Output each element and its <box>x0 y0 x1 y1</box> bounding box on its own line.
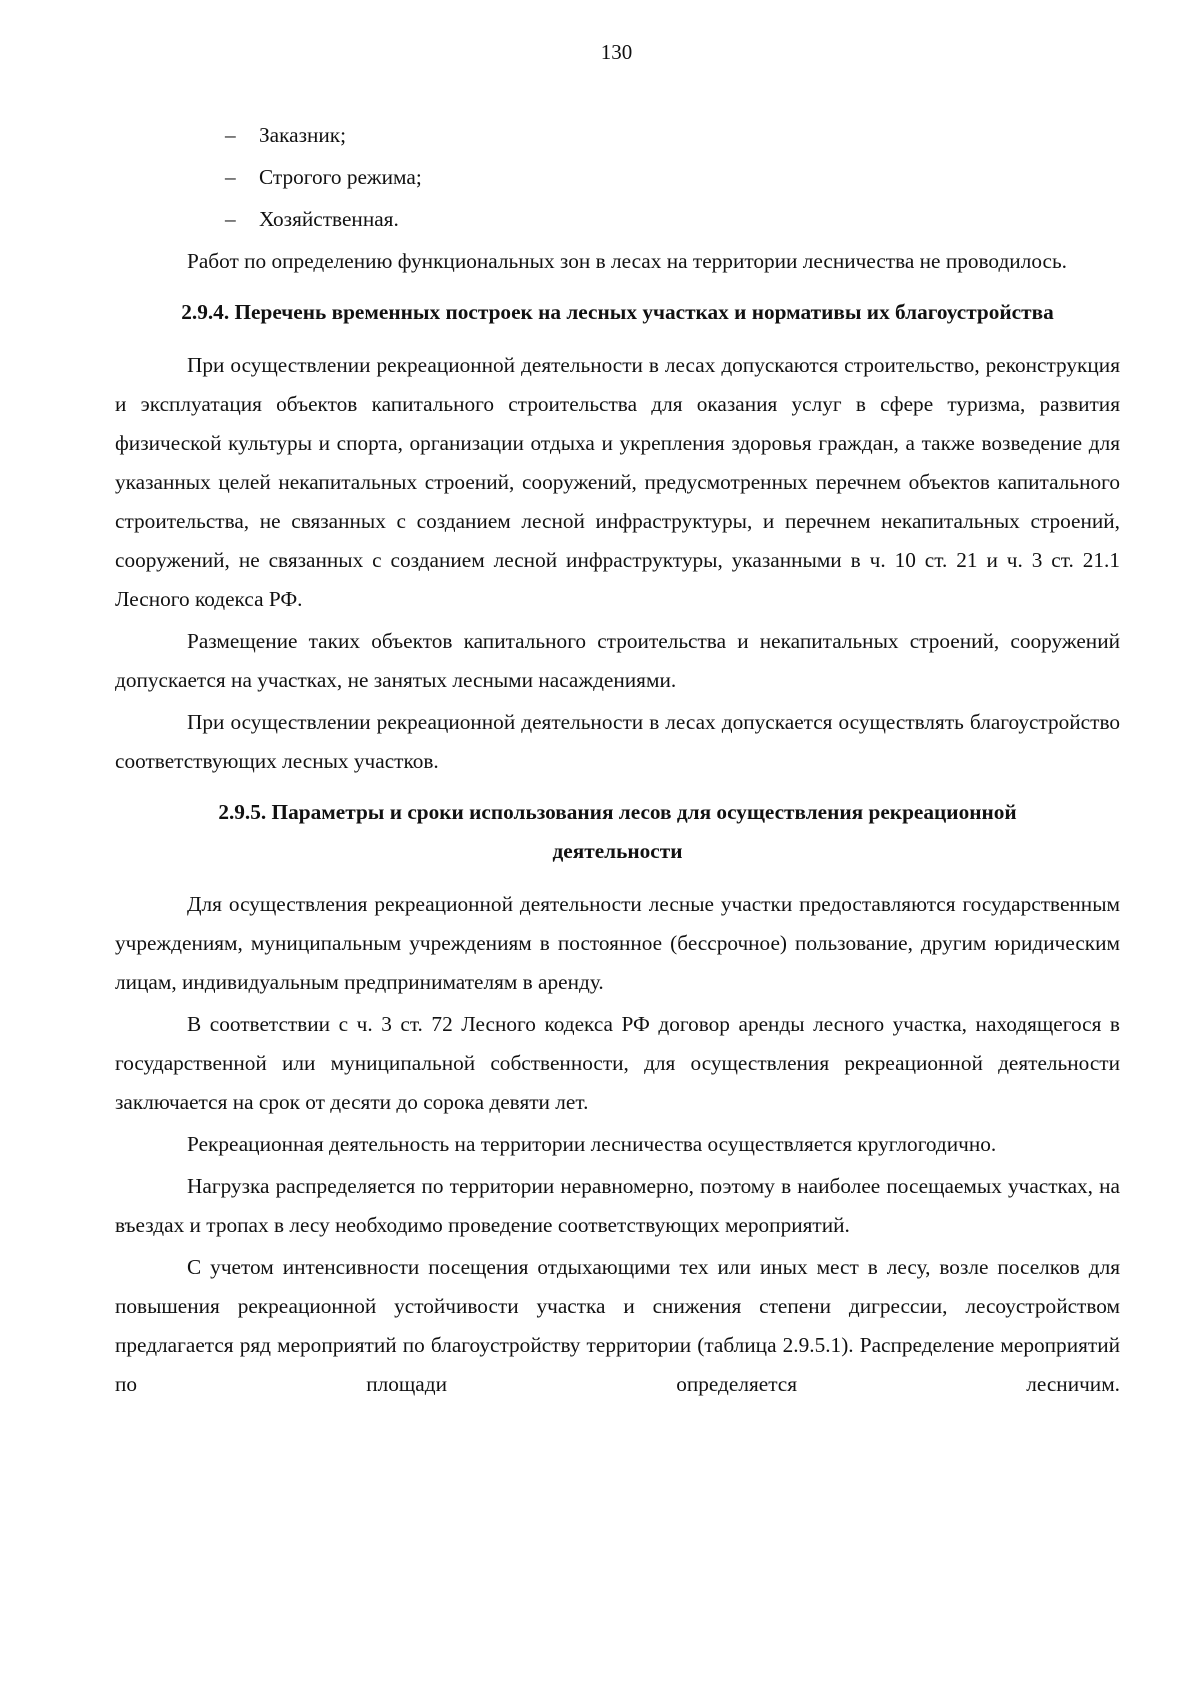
list-dash: – <box>225 207 236 231</box>
list-item-text: Хозяйственная. <box>259 207 399 231</box>
paragraph: Для осуществления рекреационной деятельности лесные участки предоставляются государственным учреждениям, муниципальным учреждениям в постоянное (бессрочное) пользование, другим юридическим лицам, индивидуальным предпринимателям в аренду. <box>115 892 1120 994</box>
paragraph: Размещение таких объектов капитального строительства и некапитальных строений, сооружений допускается на участках, не занятых лесными насаждениями. <box>115 629 1120 692</box>
section-heading-2-9-4: 2.9.4. Перечень временных построек на лесных участках и нормативы их благоустройства <box>181 300 1054 324</box>
page-number: 130 <box>600 40 633 64</box>
paragraph: Нагрузка распределяется по территории неравномерно, поэтому в наиболее посещаемых участках, на въездах и тропах в лесу необходимо проведение соответствующих мероприятий. <box>115 1174 1120 1237</box>
paragraph: В соответствии с ч. 3 ст. 72 Лесного кодекса РФ договор аренды лесного участка, находящегося в государственной или муниципальной собственности, для осуществления рекреационной деятельности заключается на срок от десяти до сорока девяти лет. <box>115 1012 1120 1114</box>
section-heading-2-9-5: 2.9.5. Параметры и сроки использования лесов для осуществления рекреационной деятельности <box>218 800 1017 863</box>
paragraph-intro: Работ по определению функциональных зон в лесах на территории лесничества не проводилось. <box>187 249 1067 273</box>
paragraph: Рекреационная деятельность на территории лесничества осуществляется круглогодично. <box>187 1132 997 1156</box>
list-item <box>115 200 1120 239</box>
list-item-text: Строгого режима; <box>259 165 422 189</box>
list-item <box>115 158 1120 197</box>
list-item-text: Заказник; <box>259 123 347 147</box>
list-dash: – <box>225 165 236 189</box>
list-dash: – <box>225 123 236 147</box>
page-content <box>115 116 1120 1404</box>
list-item <box>115 116 1120 155</box>
paragraph: С учетом интенсивности посещения отдыхающими тех или иных мест в лесу, возле поселков для повышения рекреационной устойчивости участка и снижения степени дигрессии, лесоустройством предлагается ряд мероприятий по благоустройству территории (таблица 2.9.5.1). Распределение мероприятий по площади определяется лесничим. <box>115 1255 1120 1396</box>
paragraph: При осуществлении рекреационной деятельности в лесах допускаются строительство, реконструкция и эксплуатация объектов капитального строительства для оказания услуг в сфере туризма, развития физической культуры и спорта, организации отдыха и укрепления здоровья граждан, а также возведение для указанных целей некапитальных строений, сооружений, предусмотренных перечнем объектов капитального строительства, не связанных с созданием лесной инфраструктуры, и перечнем некапитальных строений, сооружений, не связанных с созданием лесной инфраструктуры, указанными в ч. 10 ст. 21 и ч. 3 ст. 21.1 Лесного кодекса РФ. <box>115 353 1120 611</box>
paragraph: При осуществлении рекреационной деятельности в лесах допускается осуществлять благоустройство соответствующих лесных участков. <box>115 710 1120 773</box>
